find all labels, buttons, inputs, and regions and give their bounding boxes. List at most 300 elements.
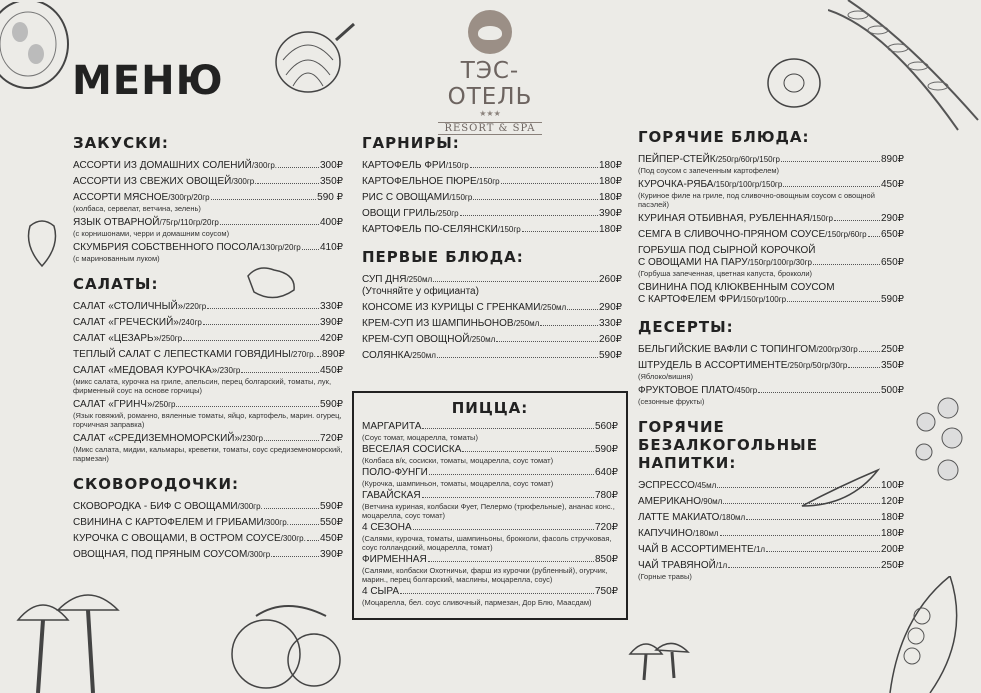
menu-item-portion: /240гр xyxy=(178,318,202,327)
menu-item-row xyxy=(362,421,618,433)
menu-item-name: ЧАЙ ТРАВЯНОЙ xyxy=(638,560,716,571)
menu-item xyxy=(73,192,343,213)
menu-column-left xyxy=(73,134,343,573)
menu-item-name-line: ГОРБУША ПОД СЫРНОЙ КОРОЧКОЙ xyxy=(638,245,816,256)
menu-item-row xyxy=(362,274,622,286)
menu-item-description: (Горные травы) xyxy=(638,572,692,581)
leader-dots xyxy=(501,183,598,184)
pizza-box xyxy=(352,391,628,620)
menu-item-row xyxy=(73,433,343,445)
menu-item-row xyxy=(362,490,618,502)
menu-item-portion: /250гр xyxy=(152,400,176,409)
menu-item-portion: /150гр xyxy=(476,177,500,186)
leader-dots xyxy=(413,529,594,530)
menu-item-price: 420₽ xyxy=(319,333,343,344)
menu-item-portion: /1л xyxy=(753,545,766,554)
menu-item-row xyxy=(73,192,343,204)
menu-item-portion: /270гр. xyxy=(290,350,316,359)
menu-item xyxy=(362,192,622,204)
menu-item-portion: /180мл xyxy=(719,513,746,522)
menu-item-portion: /150гр/100гр/150гр xyxy=(713,180,783,189)
menu-item-portion: /250мл xyxy=(410,351,436,360)
menu-item-row xyxy=(362,554,618,566)
menu-item xyxy=(362,490,618,520)
menu-item-row xyxy=(362,208,622,220)
menu-item-portion: /300гр. xyxy=(247,550,273,559)
menu-item xyxy=(73,217,343,238)
menu-item xyxy=(362,522,618,552)
menu-item-description: (Ветчина куриная, колбаски Фует, Пелермо (трюфельные), ананас конс., моцарелла, соус томат) xyxy=(362,502,615,520)
menu-item xyxy=(638,544,904,556)
leader-dots xyxy=(433,281,598,282)
menu-item-row xyxy=(362,192,622,204)
menu-item-row xyxy=(362,318,622,330)
menu-item-row xyxy=(362,224,622,236)
leader-dots xyxy=(176,406,319,407)
leader-dots xyxy=(783,186,880,187)
menu-item-name: ТЕПЛЫЙ САЛАТ С ЛЕПЕСТКАМИ ГОВЯДИНЫ xyxy=(73,349,291,360)
section-title: ДЕСЕРТЫ: xyxy=(638,318,734,336)
menu-item-portion: /230гр xyxy=(240,434,263,443)
wheat-icon xyxy=(828,0,981,140)
menu-item-portion: /250мл xyxy=(406,275,433,284)
menu-item-name: МАРГАРИТА xyxy=(362,421,422,432)
menu-item-price: 390₽ xyxy=(319,549,343,560)
menu-item-portion: /1л xyxy=(715,561,728,570)
menu-item-name: КРЕМ-СУП ОВОЩНОЙ xyxy=(362,334,470,345)
leader-dots xyxy=(720,535,880,536)
pizza-list xyxy=(362,421,618,607)
leader-dots xyxy=(758,392,880,393)
menu-item-name: ОВОЩИ ГРИЛЬ xyxy=(362,208,436,219)
menu-item-portion: /300гр. xyxy=(231,177,257,186)
menu-item-portion: /250гр/60гр/150гр xyxy=(715,155,780,164)
section-title: ГАРНИРЫ: xyxy=(362,134,460,152)
menu-item-row xyxy=(638,294,904,306)
menu-item-name: КУРОЧКА С ОВОЩАМИ, В ОСТРОМ СОУСЕ xyxy=(73,533,281,544)
menu-item-name: АССОРТИ ИЗ СВЕЖИХ ОВОЩЕЙ xyxy=(73,176,232,187)
menu-item-name: ВЕСЕЛАЯ СОСИСКА xyxy=(362,444,462,455)
menu-item-portion: /200гр/30гр xyxy=(816,345,858,354)
menu-item-name: ФИРМЕННАЯ xyxy=(362,554,427,565)
menu-item-row xyxy=(73,217,343,229)
leader-dots xyxy=(460,215,598,216)
menu-item-description: (с корнишонами, черри и домашним соусом) xyxy=(73,229,230,238)
menu-item-portion: /300гр. xyxy=(280,534,306,543)
menu-item-price: 650₽ xyxy=(880,257,904,268)
menu-item-price: 850₽ xyxy=(594,554,618,565)
menu-item xyxy=(73,160,343,172)
menu-item-row xyxy=(638,528,904,540)
logo-emblem-icon xyxy=(468,10,512,54)
menu-item xyxy=(73,242,343,263)
menu-item-name: ОВОЩНАЯ, ПОД ПРЯНЫМ СОУСОМ xyxy=(73,549,248,560)
menu-item xyxy=(638,154,904,175)
menu-item xyxy=(638,560,904,581)
leader-dots xyxy=(211,199,317,200)
mushrooms-icon xyxy=(8,580,128,693)
menu-item-row xyxy=(638,360,904,372)
menu-item-description: (Под соусом с запеченным картофелем) xyxy=(638,166,780,175)
menu-item-name: АМЕРИКАНО xyxy=(638,496,702,507)
menu-item xyxy=(362,176,622,188)
menu-item-description: (Куриное филе на гриле, под сливочно-овощным соусом с овощной пасэлей) xyxy=(638,191,875,209)
menu-item-portion: /75гр/110гр/20гр xyxy=(159,218,219,227)
section-title: ЗАКУСКИ: xyxy=(73,134,169,152)
menu-item xyxy=(362,274,622,298)
menu-item xyxy=(362,334,622,346)
menu-item-name: ЛАТТЕ МАКИАТО xyxy=(638,512,720,523)
menu-item xyxy=(638,385,904,406)
menu-item xyxy=(73,533,343,545)
menu-item-price: 260₽ xyxy=(598,334,622,345)
leader-dots xyxy=(834,220,880,221)
menu-item-price: 500₽ xyxy=(880,385,904,396)
leader-dots xyxy=(522,231,598,232)
tomato-half-icon xyxy=(0,2,70,92)
menu-item-price: 890₽ xyxy=(321,349,345,360)
leader-dots xyxy=(859,351,880,352)
menu-item-description: (колбаса, сервелат, ветчина, зелень) xyxy=(73,204,201,213)
menu-item-row xyxy=(362,444,618,456)
menu-item-price: 450₽ xyxy=(880,179,904,190)
leader-dots xyxy=(787,301,880,302)
menu-item xyxy=(73,301,343,313)
menu-item-description: (с маринованным луком) xyxy=(73,254,160,263)
menu-item-price: 180₽ xyxy=(880,512,904,523)
menu-item-price: 180₽ xyxy=(598,192,622,203)
menu-item-name: ПОЛО-ФУНГИ xyxy=(362,467,428,478)
menu-item xyxy=(362,467,618,488)
menu-item-row xyxy=(638,560,904,572)
leader-dots xyxy=(183,340,319,341)
pea-pod-icon xyxy=(800,466,880,510)
menu-item-price: 260₽ xyxy=(598,274,622,285)
hotel-logo xyxy=(420,8,560,134)
menu-item-row xyxy=(362,350,622,362)
menu-item xyxy=(362,586,618,607)
menu-item xyxy=(73,501,343,513)
menu-section xyxy=(73,134,343,263)
menu-section xyxy=(638,318,904,406)
menu-item-portion: /150гр xyxy=(449,193,473,202)
menu-item-row xyxy=(73,365,343,377)
menu-item xyxy=(638,512,904,524)
menu-item-name: АССОРТИ ИЗ ДОМАШНИХ СОЛЕНИЙ xyxy=(73,160,252,171)
menu-item xyxy=(362,302,622,314)
menu-item xyxy=(638,213,904,225)
artichoke-icon xyxy=(268,20,358,100)
menu-item-portion: /150гр/100гр xyxy=(740,295,787,304)
menu-item-name: СКУМБРИЯ СОБСТВЕННОГО ПОСОЛА xyxy=(73,242,260,253)
section-title: СКОВОРОДОЧКИ: xyxy=(73,475,239,493)
menu-item-price: 290₽ xyxy=(598,302,622,313)
menu-item-portion: /250мл xyxy=(513,319,540,328)
menu-item-price: 640₽ xyxy=(594,467,618,478)
section-title: ПИЦЦА: xyxy=(451,399,529,417)
menu-item-name: ФРУКТОВОЕ ПЛАТО xyxy=(638,385,735,396)
menu-item-price: 590₽ xyxy=(598,350,622,361)
menu-item-name: КРЕМ-СУП ИЗ ШАМПИНЬОНОВ xyxy=(362,318,514,329)
menu-item xyxy=(362,318,622,330)
menu-item-name: С КАРТОФЕЛЕМ ФРИ xyxy=(638,294,741,305)
peas-icon xyxy=(908,396,968,496)
menu-item-price: 450₽ xyxy=(319,533,343,544)
menu-item-portion: /250гр xyxy=(435,209,459,218)
leader-dots xyxy=(307,540,319,541)
menu-item-price: 250₽ xyxy=(880,344,904,355)
menu-item-description: (Горбуша запеченная, цветная капуста, брокколи) xyxy=(638,269,813,278)
menu-item-description: (Салями, колбаски Охотничьи, фарш из курочки (рубленный), огурчик, марин., перец болгарский, маслины, моцарелла, соус) xyxy=(362,566,608,584)
menu-item xyxy=(73,333,343,345)
menu-item-portion: /450гр xyxy=(734,386,758,395)
menu-item-price: 300₽ xyxy=(319,160,343,171)
menu-item xyxy=(362,160,622,172)
menu-item xyxy=(73,176,343,188)
menu-item-price: 750₽ xyxy=(594,586,618,597)
menu-section xyxy=(73,275,343,463)
leader-dots xyxy=(766,551,880,552)
leader-dots xyxy=(317,356,321,357)
menu-item-row xyxy=(362,176,622,188)
menu-item-name: КАРТОФЕЛЬ ПО-СЕЛЯНСКИ xyxy=(362,224,498,235)
section-title: ПЕРВЫЕ БЛЮДА: xyxy=(362,248,524,266)
hotel-name: ТЭС-ОТЕЛЬ xyxy=(447,58,533,110)
leader-dots xyxy=(273,556,318,557)
menu-item xyxy=(638,360,904,381)
menu-item-description: (микс салата, курочка на гриле, апельсин, перец болгарский, томаты, лук, фирменный соус на основе горчицы) xyxy=(73,377,332,395)
menu-item-name: ГАВАЙСКАЯ xyxy=(362,490,421,501)
menu-item-price: 400₽ xyxy=(319,217,343,228)
menu-item-price: 890₽ xyxy=(880,154,904,165)
menu-item-price: 450₽ xyxy=(319,365,343,376)
menu-section xyxy=(73,475,343,561)
menu-column-middle xyxy=(362,134,622,374)
menu-item-name: САЛАТ «СТОЛИЧНЫЙ» xyxy=(73,301,184,312)
menu-item-price: 780₽ xyxy=(594,490,618,501)
menu-item-name: КАРТОФЕЛЬНОЕ ПЮРЕ xyxy=(362,176,477,187)
champignons-icon xyxy=(626,632,690,682)
menu-item-row xyxy=(73,176,343,188)
menu-item-description: (сезонные фрукты) xyxy=(638,397,705,406)
menu-item-name: СВИНИНА С КАРТОФЕЛЕМ И ГРИБАМИ xyxy=(73,517,264,528)
menu-item-row xyxy=(73,317,343,329)
menu-item-portion: /130гр/20гр xyxy=(259,243,301,252)
menu-item-name: ПЕЙПЕР-СТЕЙК xyxy=(638,154,716,165)
menu-item xyxy=(362,208,622,220)
menu-item-price: 390₽ xyxy=(319,317,343,328)
menu-item-name: СУП ДНЯ xyxy=(362,274,407,285)
menu-item-portion: /230гр xyxy=(217,366,241,375)
menu-item-description: (Колбаса в/к, сосиски, томаты, моцарелла, соус томат) xyxy=(362,456,554,465)
menu-item-price: 590₽ xyxy=(319,501,343,512)
menu-item-row xyxy=(73,517,343,529)
page-title: МЕНЮ xyxy=(72,58,224,104)
leader-dots xyxy=(540,325,598,326)
menu-item-name: САЛАТ «ЦЕЗАРЬ» xyxy=(73,333,160,344)
menu-item-row xyxy=(73,501,343,513)
menu-item xyxy=(362,444,618,465)
menu-item-price: 410₽ xyxy=(319,242,343,253)
leader-dots xyxy=(813,264,880,265)
menu-item-portion: /250гр/50гр/30гр xyxy=(787,361,848,370)
menu-item xyxy=(362,224,622,236)
leader-dots xyxy=(462,451,594,452)
menu-item-row xyxy=(638,344,904,356)
leader-dots xyxy=(429,474,594,475)
menu-item-price: 720₽ xyxy=(319,433,343,444)
menu-item-name: БЕЛЬГИЙСКИЕ ВАФЛИ С ТОПИНГОМ xyxy=(638,344,817,355)
menu-item xyxy=(73,349,343,361)
menu-item-row xyxy=(362,334,622,346)
menu-item-row xyxy=(638,512,904,524)
hotel-stars: ★★★ xyxy=(479,109,501,118)
menu-item-name: ЧАЙ В АССОРТИМЕНТЕ xyxy=(638,544,754,555)
tomatoes-icon xyxy=(226,596,346,693)
menu-item-row xyxy=(73,160,343,172)
menu-section xyxy=(638,128,904,306)
menu-item-price: 180₽ xyxy=(598,224,622,235)
menu-item-row xyxy=(73,333,343,345)
menu-item-portion: /300гр. xyxy=(251,161,277,170)
menu-item-name: САЛАТ «СРЕДИЗЕМНОМОРСКИЙ» xyxy=(73,433,241,444)
menu-item-name: САЛАТ «ГРЕЧЕСКИЙ» xyxy=(73,317,179,328)
menu-item-price: 180₽ xyxy=(598,176,622,187)
section-title: САЛАТЫ: xyxy=(73,275,159,293)
menu-item-row xyxy=(73,399,343,411)
leader-dots xyxy=(728,567,880,568)
menu-item-portion: /45мл xyxy=(694,481,717,490)
menu-item-row xyxy=(362,160,622,172)
section-title: ГОРЯЧИЕ БЕЗАЛКОГОЛЬНЫЕ НАПИТКИ: xyxy=(638,418,818,472)
menu-item-name: 4 СЫРА xyxy=(362,586,400,597)
menu-item-name: ЭСПРЕССО xyxy=(638,480,695,491)
menu-item-price: 180₽ xyxy=(880,528,904,539)
leader-dots xyxy=(437,357,598,358)
menu-item-price: 550₽ xyxy=(319,517,343,528)
menu-item xyxy=(638,528,904,540)
menu-item-row xyxy=(362,467,618,479)
leader-dots xyxy=(400,593,594,594)
pepper-icon xyxy=(22,216,62,268)
peas-icon xyxy=(870,576,981,693)
menu-item-portion: /150гр xyxy=(497,225,521,234)
menu-item xyxy=(638,245,904,278)
menu-item-row xyxy=(638,544,904,556)
menu-item-description: (Курочка, шампиньон, томаты, моцарелла, соус томат) xyxy=(362,479,554,488)
menu-item-portion: /150гр/60гр xyxy=(825,230,867,239)
menu-item-name: 4 СЕЗОНА xyxy=(362,522,412,533)
pepper-icon xyxy=(244,262,300,302)
menu-item-description: (Яблоко/вишня) xyxy=(638,372,694,381)
menu-item-portion: /300гр/20гр xyxy=(168,193,210,202)
menu-item-row xyxy=(362,586,618,598)
menu-item xyxy=(73,433,343,463)
leader-dots xyxy=(848,367,880,368)
menu-item-price: 200₽ xyxy=(880,544,904,555)
menu-item xyxy=(73,317,343,329)
leader-dots xyxy=(257,183,318,184)
menu-item-price: 120₽ xyxy=(880,496,904,507)
menu-item-description: (Микс салата, мидии, кальмары, креветки, томаты, соус средиземноморский, пармезан) xyxy=(73,445,343,463)
menu-item-portion: /250мл xyxy=(540,303,567,312)
menu-item-row xyxy=(638,213,904,225)
mushroom-slice-icon xyxy=(764,56,824,110)
leader-dots xyxy=(422,428,594,429)
hotel-subtitle: RESORT & SPA xyxy=(438,122,541,135)
menu-item-price: 650₽ xyxy=(880,229,904,240)
menu-item-row xyxy=(362,522,618,534)
menu-item-portion: /150гр xyxy=(445,161,469,170)
menu-item xyxy=(73,399,343,429)
leader-dots xyxy=(278,167,319,168)
leader-dots xyxy=(264,508,319,509)
leader-dots xyxy=(290,524,319,525)
menu-item-note: (Уточняйте у официанта) xyxy=(362,286,479,297)
menu-item-price: 350₽ xyxy=(880,360,904,371)
menu-section xyxy=(362,134,622,236)
leader-dots xyxy=(241,372,319,373)
menu-item-row xyxy=(638,154,904,166)
menu-item-price: 560₽ xyxy=(594,421,618,432)
menu-column-right xyxy=(638,128,904,593)
menu-item-price: 350₽ xyxy=(319,176,343,187)
menu-item-name: САЛАТ «ГРИНЧ» xyxy=(73,399,153,410)
menu-item-row xyxy=(362,302,622,314)
menu-item-name: КУРОЧКА-РЯБА xyxy=(638,179,714,190)
menu-item-name: СОЛЯНКА xyxy=(362,350,411,361)
menu-item xyxy=(362,350,622,362)
section-title: ГОРЯЧИЕ БЛЮДА: xyxy=(638,128,810,146)
menu-item-name: С ОВОЩАМИ НА ПАРУ xyxy=(638,257,748,268)
menu-section xyxy=(362,248,622,362)
menu-item-price: 590₽ xyxy=(594,444,618,455)
leader-dots xyxy=(473,199,598,200)
leader-dots xyxy=(567,309,598,310)
menu-item-price: 330₽ xyxy=(598,318,622,329)
menu-item-description: (Моцарелла, бел. соус сливочный, пармезан, Дор Блю, Маасдам) xyxy=(362,598,592,607)
menu-item xyxy=(362,421,618,442)
leader-dots xyxy=(220,224,319,225)
menu-item xyxy=(73,549,343,561)
leader-dots xyxy=(746,519,880,520)
menu-item xyxy=(638,344,904,356)
menu-item-price: 330₽ xyxy=(319,301,343,312)
menu-item-row xyxy=(73,549,343,561)
menu-item-row xyxy=(638,179,904,191)
menu-item-price: 250₽ xyxy=(880,560,904,571)
menu-item-portion: /90мл xyxy=(701,497,723,506)
leader-dots xyxy=(868,236,880,237)
menu-item-portion: /250гр xyxy=(159,334,183,343)
menu-item-price: 290₽ xyxy=(880,213,904,224)
menu-item-name: КУРИНАЯ ОТБИВНАЯ, РУБЛЕННАЯ xyxy=(638,213,810,224)
menu-item-portion: /300гр. xyxy=(237,502,263,511)
menu-item-price: 590₽ xyxy=(880,294,904,305)
menu-item-price: 590₽ xyxy=(319,399,343,410)
menu-item-name: ЯЗЫК ОТВАРНОЙ xyxy=(73,217,160,228)
menu-item-portion: /250мл xyxy=(469,335,496,344)
menu-item-description: (Язык говяжий, романно, вяленные томаты, яйцо, картофель, марин. огурец, горчичная заправка) xyxy=(73,411,342,429)
menu-item-row xyxy=(638,385,904,397)
menu-item-price: 590 ₽ xyxy=(317,192,343,203)
menu-item xyxy=(638,229,904,241)
menu-item-row xyxy=(73,242,343,254)
menu-item-price: 720₽ xyxy=(594,522,618,533)
menu-item-row xyxy=(638,257,904,269)
menu-item-row xyxy=(73,301,343,313)
menu-item xyxy=(73,365,343,395)
